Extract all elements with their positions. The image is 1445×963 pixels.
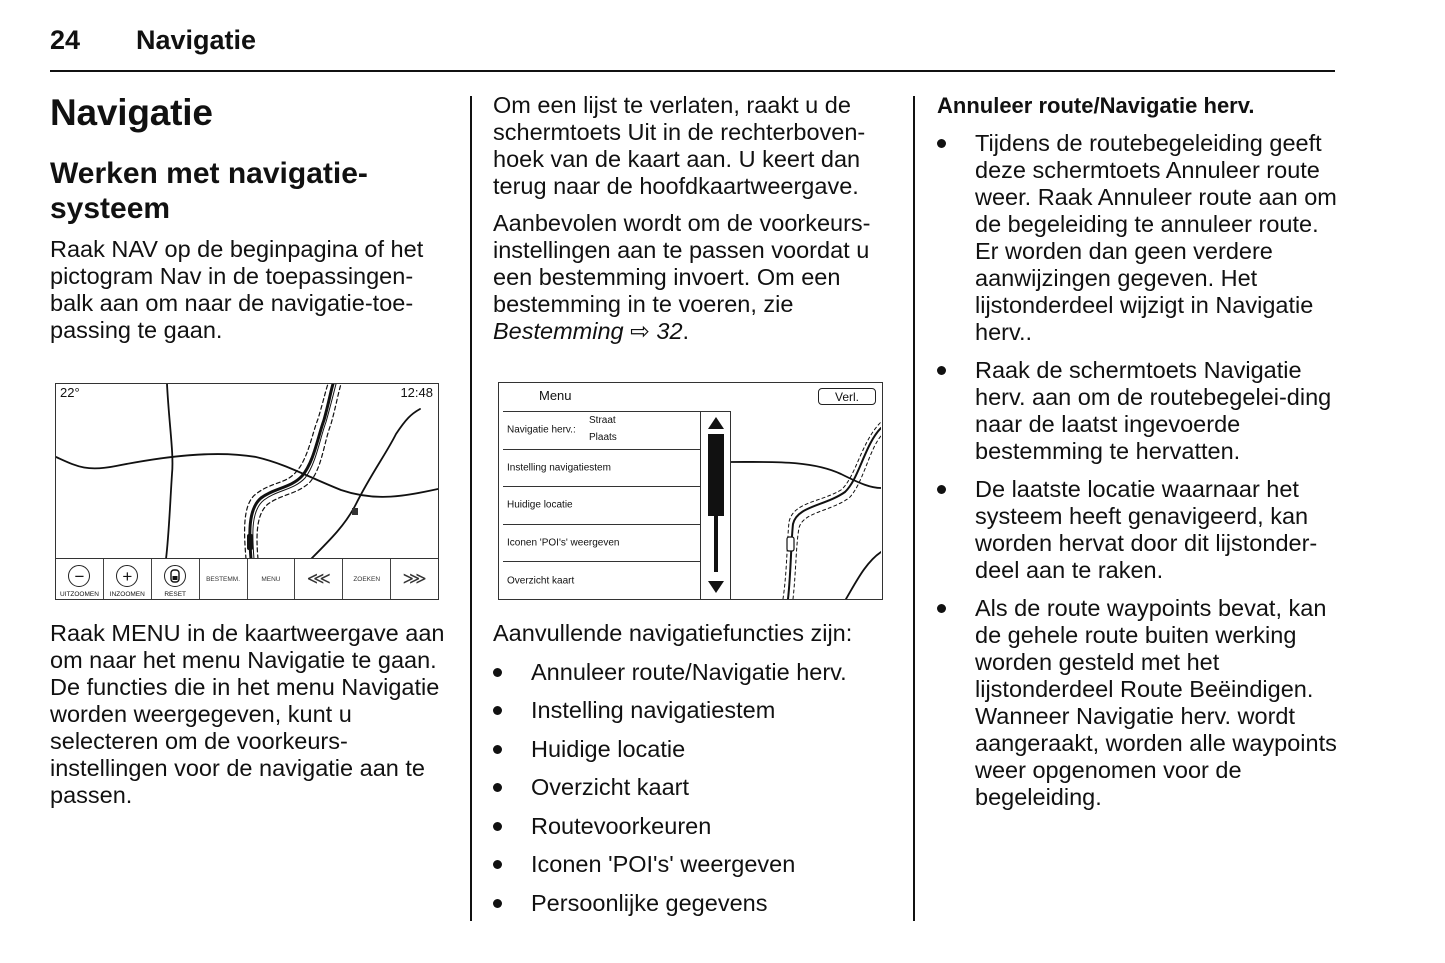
column-divider bbox=[913, 96, 915, 921]
cancel-route-list bbox=[937, 130, 1342, 811]
skip-forward-icon: ⋙ bbox=[402, 569, 427, 588]
menu-item-label: Iconen 'POI's' weergeven bbox=[507, 537, 620, 549]
menu-item-street: Straat bbox=[589, 415, 616, 426]
skip-forward-button[interactable] bbox=[391, 559, 438, 599]
recommendation-paragraph: Aanbevolen wordt om de voorkeurs-instellingen aan te passen voordat u een bestemming invoert. Om een bestemming in te voeren, zie Bestemming ⇨ 32. bbox=[493, 210, 871, 344]
header-rule bbox=[50, 70, 1335, 72]
vehicle-marker-icon bbox=[247, 534, 253, 550]
menu-item-current-location[interactable] bbox=[503, 487, 700, 525]
list-item bbox=[493, 851, 903, 878]
column-2 bbox=[493, 92, 903, 345]
list-item bbox=[937, 357, 1342, 465]
subsection-heading: Annuleer route/Navigatie herv. bbox=[937, 93, 1255, 118]
menu-item-city: Plaats bbox=[589, 432, 617, 443]
list-item bbox=[493, 890, 903, 917]
reset-label: RESET bbox=[164, 591, 187, 598]
menu-item-resume-navigation[interactable] bbox=[503, 412, 700, 450]
map-screen-figure bbox=[55, 383, 439, 600]
list-item bbox=[937, 476, 1342, 584]
list-item-text: De laatste locatie waarnaar het systeem heeft genavigeerd, kan worden hervat door dit lijstonder-deel aan te raken. bbox=[975, 476, 1318, 583]
column-1 bbox=[50, 88, 450, 344]
menu-button[interactable] bbox=[248, 559, 296, 599]
list-item-text: Raak de schermtoets Navigatie herv. aan om de routebegelei-ding naar de laatst ingevoerde bestemming te hervatten. bbox=[975, 357, 1332, 464]
section-title: Navigatie bbox=[136, 25, 257, 55]
scroll-down-icon[interactable] bbox=[708, 581, 724, 593]
zoom-out-label: UITZOOMEN bbox=[59, 591, 99, 598]
list-item-text: Huidige locatie bbox=[531, 735, 686, 762]
list-item-text: Overzicht kaart bbox=[531, 774, 690, 800]
road bbox=[731, 462, 881, 488]
menu-item-label: Overzicht kaart bbox=[507, 575, 575, 587]
bullet-icon bbox=[493, 783, 502, 792]
list-item-text: Als de route waypoints bevat, kan de gehele route buiten werking worden gesteld met het lijstonderdeel Route Beëindigen. Wanneer Navigatie herv. wordt aangeraakt, worden alle waypoints weer opgenomen voor de begeleiding. bbox=[975, 595, 1337, 810]
functions-intro: Aanvullende navigatiefuncties zijn: bbox=[493, 620, 853, 646]
search-label: ZOEKEN bbox=[353, 575, 381, 583]
mini-map bbox=[731, 412, 881, 599]
list-item bbox=[493, 659, 903, 686]
search-button[interactable] bbox=[343, 559, 391, 599]
chapter-title: Navigatie bbox=[50, 92, 213, 133]
road bbox=[846, 552, 881, 599]
list-item-text: Persoonlijke gegevens bbox=[531, 889, 768, 916]
list-item-text: Instelling navigatiestem bbox=[531, 697, 776, 723]
list-item bbox=[493, 813, 903, 840]
vehicle-marker-icon bbox=[787, 537, 794, 551]
route-dashed-right bbox=[793, 436, 881, 599]
scrollbar[interactable] bbox=[700, 411, 731, 599]
route-dashed-left bbox=[245, 384, 328, 559]
functions-list bbox=[493, 659, 903, 917]
list-item-text: Annuleer route/Navigatie herv. bbox=[531, 658, 847, 685]
route-line-inner bbox=[253, 384, 336, 559]
section-heading-line1: Werken met navigatie- bbox=[50, 157, 368, 190]
page-number: 24 bbox=[50, 25, 81, 55]
recommendation-text: Aanbevolen wordt om de voorkeurs-instellingen aan te passen voordat u een bestemming invoert. Om een bestemming in te voeren, zie bbox=[493, 210, 871, 317]
bullet-icon bbox=[493, 706, 502, 715]
destination-label: BESTEMM. bbox=[206, 575, 241, 583]
intro-paragraph: Raak NAV op de beginpagina of het pictogram Nav in de toepassingen-balk aan om naar de navigatie-toe-passing te gaan. bbox=[50, 236, 424, 343]
column-3 bbox=[937, 92, 1342, 811]
column-2-lower bbox=[493, 620, 903, 917]
route-line bbox=[788, 428, 881, 599]
list-item bbox=[937, 595, 1342, 811]
exit-list-paragraph: Om een lijst te verlaten, raakt u de schermtoets Uit in de rechterboven-hoek van de kaart aan. U keert dan terug naar de hoofdkaartweergave. bbox=[493, 92, 866, 199]
list-item-text: Iconen 'POI's' weergeven bbox=[531, 851, 796, 877]
zoom-in-button[interactable] bbox=[104, 559, 152, 599]
zoom-out-icon: − bbox=[68, 565, 90, 587]
list-item bbox=[493, 736, 903, 763]
section-heading-line2: systeem bbox=[50, 192, 171, 225]
running-header bbox=[50, 25, 256, 56]
bullet-icon bbox=[493, 822, 502, 831]
zoom-in-label: INZOOMEN bbox=[109, 591, 145, 598]
menu-label: MENU bbox=[261, 575, 281, 583]
bullet-icon bbox=[937, 485, 946, 494]
list-item-text: Tijdens de routebegeleiding geeft deze schermtoets Annuleer route weer. Raak Annuleer route aan om de begeleiding te annuleer route. Er worden dan geen verdere aanwijzingen gegeven. Het lijstonderdeel wijzigt in Navigatie herv.. bbox=[975, 130, 1337, 345]
bullet-icon bbox=[493, 668, 502, 677]
bullet-icon bbox=[493, 745, 502, 754]
menu-item-poi-icons[interactable] bbox=[503, 525, 700, 563]
scroll-up-icon[interactable] bbox=[708, 417, 724, 429]
menu-item-map-overview[interactable] bbox=[503, 562, 700, 600]
list-item bbox=[493, 697, 903, 724]
fuel-poi-icon bbox=[352, 508, 358, 515]
vehicle-icon bbox=[164, 565, 186, 587]
reset-button[interactable] bbox=[152, 559, 200, 599]
menu-title: Menu bbox=[539, 388, 572, 403]
menu-paragraph: Raak MENU in de kaartweergave aan om naar het menu Navigatie te gaan. De functies die in het menu Navigatie worden weergegeven, kunt u selecteren om de voorkeurs-instellingen voor de navigatie aan te passen. bbox=[50, 620, 445, 808]
list-item-text: Routevoorkeuren bbox=[531, 812, 712, 839]
scroll-thumb[interactable] bbox=[708, 434, 724, 516]
cross-reference-page[interactable]: 32 bbox=[656, 318, 683, 344]
menu-item-label: Huidige locatie bbox=[507, 499, 573, 511]
menu-item-voice-settings[interactable] bbox=[503, 450, 700, 488]
temperature-readout: 22° bbox=[60, 385, 80, 400]
clock-readout: 12:48 bbox=[400, 385, 433, 400]
bullet-icon bbox=[493, 860, 502, 869]
map-toolbar bbox=[56, 558, 438, 599]
skip-back-icon: ⋘ bbox=[306, 569, 331, 588]
skip-back-button[interactable] bbox=[295, 559, 343, 599]
back-button[interactable]: Verl. bbox=[818, 388, 876, 405]
scroll-track bbox=[714, 516, 718, 572]
menu-item-label: Navigatie herv.: bbox=[507, 424, 576, 436]
zoom-out-button[interactable] bbox=[56, 559, 104, 599]
section-heading bbox=[50, 156, 450, 226]
route-dashed-left bbox=[783, 422, 881, 599]
bullet-icon bbox=[493, 899, 502, 908]
column-divider bbox=[470, 96, 472, 921]
zoom-in-icon: + bbox=[116, 565, 138, 587]
list-item bbox=[493, 774, 903, 801]
bullet-icon bbox=[937, 139, 946, 148]
list-item bbox=[937, 130, 1342, 346]
bullet-icon bbox=[937, 366, 946, 375]
cross-reference-link[interactable]: Bestemming bbox=[493, 318, 624, 344]
road bbox=[166, 384, 172, 559]
bullet-icon bbox=[937, 604, 946, 613]
destination-button[interactable] bbox=[200, 559, 248, 599]
column-1-lower bbox=[50, 620, 450, 809]
menu-screen-figure bbox=[498, 382, 883, 600]
route-line bbox=[250, 384, 333, 559]
menu-list bbox=[503, 411, 701, 600]
menu-item-label: Instelling navigatiestem bbox=[507, 462, 611, 474]
map-roads bbox=[56, 384, 438, 559]
page-arrow-icon: ⇨ bbox=[630, 318, 650, 344]
